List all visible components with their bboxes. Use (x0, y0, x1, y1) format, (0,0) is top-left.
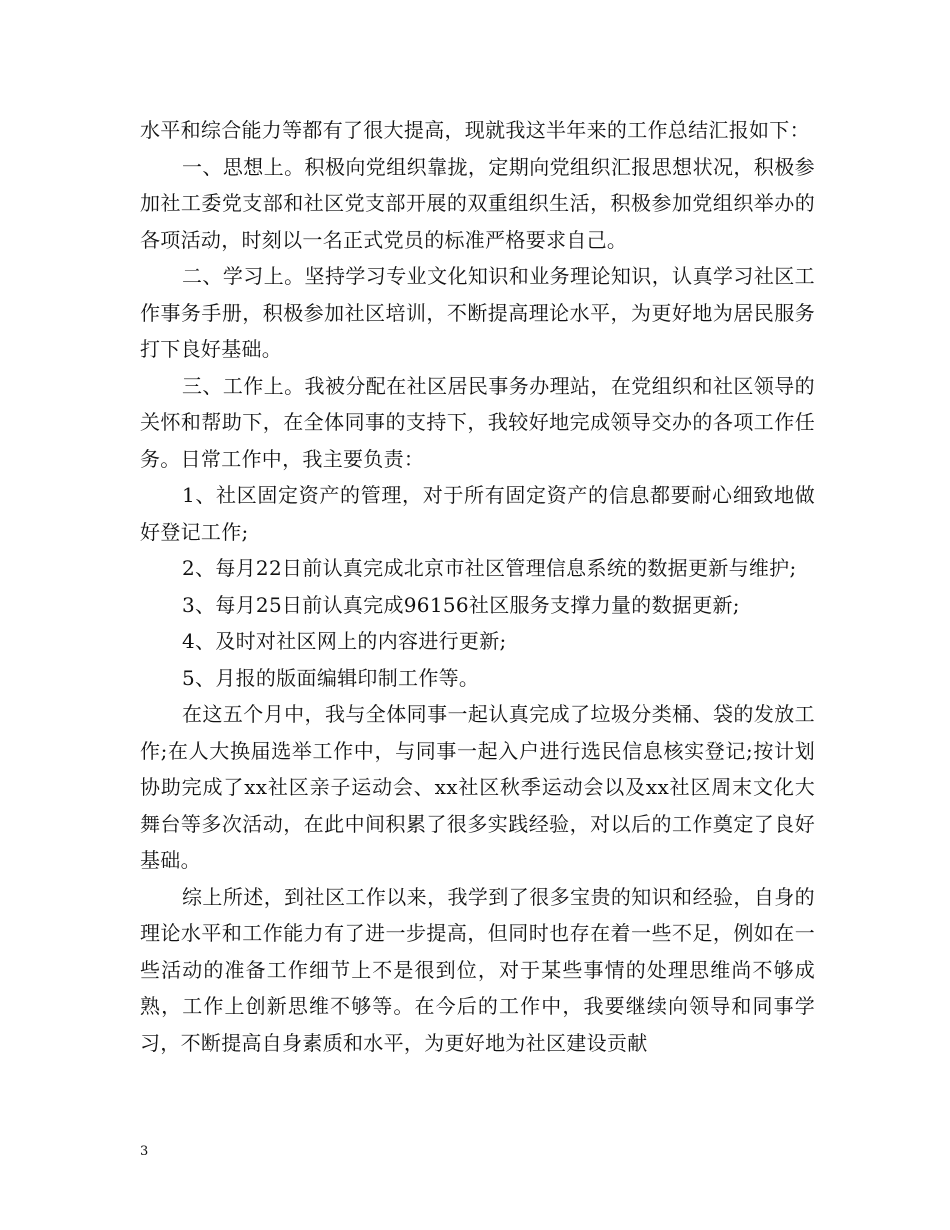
list-item-fixed-assets: 1、社区固定资产的管理，对于所有固定资产的信息都要耐心细致地做好登记工作; (140, 483, 815, 544)
paragraph-activities: 在这五个月中，我与全体同事一起认真完成了垃圾分类桶、袋的发放工作;在人大换届选举工作中，与同事一起入户进行选民信息核实登记;按计划协助完成了xx社区亲子运动会、xx社区秋季运动会以及xx社区周末文化大舞台等多次活动，在此中间积累了很多实践经验，对以后的工作奠定了良好基础。 (140, 702, 815, 872)
list-item-website-update: 4、及时对社区网上的内容进行更新; (182, 629, 507, 653)
paragraph-intro-continuation: 水平和综合能力等都有了很大提高，现就我这半年来的工作总结汇报如下： (140, 118, 810, 142)
paragraph-study: 二、学习上。坚持学习专业文化知识和业务理论知识，认真学习社区工作事务手册，积极参加社区培训，不断提高理论水平，为更好地为居民服务打下良好基础。 (140, 264, 815, 361)
document-body (140, 112, 815, 1061)
list-item-info-system: 2、每月22日前认真完成北京市社区管理信息系统的数据更新与维护; (182, 556, 797, 580)
list-item-monthly-report: 5、月报的版面编辑印制工作等。 (182, 665, 480, 690)
paragraph-ideology: 一、思想上。积极向党组织靠拢，定期向党组织汇报思想状况，积极参加社工委党支部和社区党支部开展的双重组织生活，积极参加党组织举办的各项活动，时刻以一名正式党员的标准严格要求自己。 (140, 154, 815, 252)
list-item-96156-data: 3、每月25日前认真完成96156社区服务支撑力量的数据更新; (182, 592, 740, 617)
paragraph-summary: 综上所述，到社区工作以来，我学到了很多宝贵的知识和经验，自身的理论水平和工作能力有了进一步提高，但同时也存在着一些不足，例如在一些活动的准备工作细节上不是很到位，对于某些事情的处理思维尚不够成熟，工作上创新思维不够等。在今后的工作中，我要继续向领导和同事学习，不断提高自身素质和水平，为更好地为社区建设贡献 (140, 884, 815, 1055)
paragraph-work: 三、工作上。我被分配在社区居民事务办理站，在党组织和社区领导的关怀和帮助下，在全体同事的支持下，我较好地完成领导交办的各项工作任务。日常工作中，我主要负责： (140, 373, 815, 471)
page-number: 3 (140, 1144, 149, 1159)
